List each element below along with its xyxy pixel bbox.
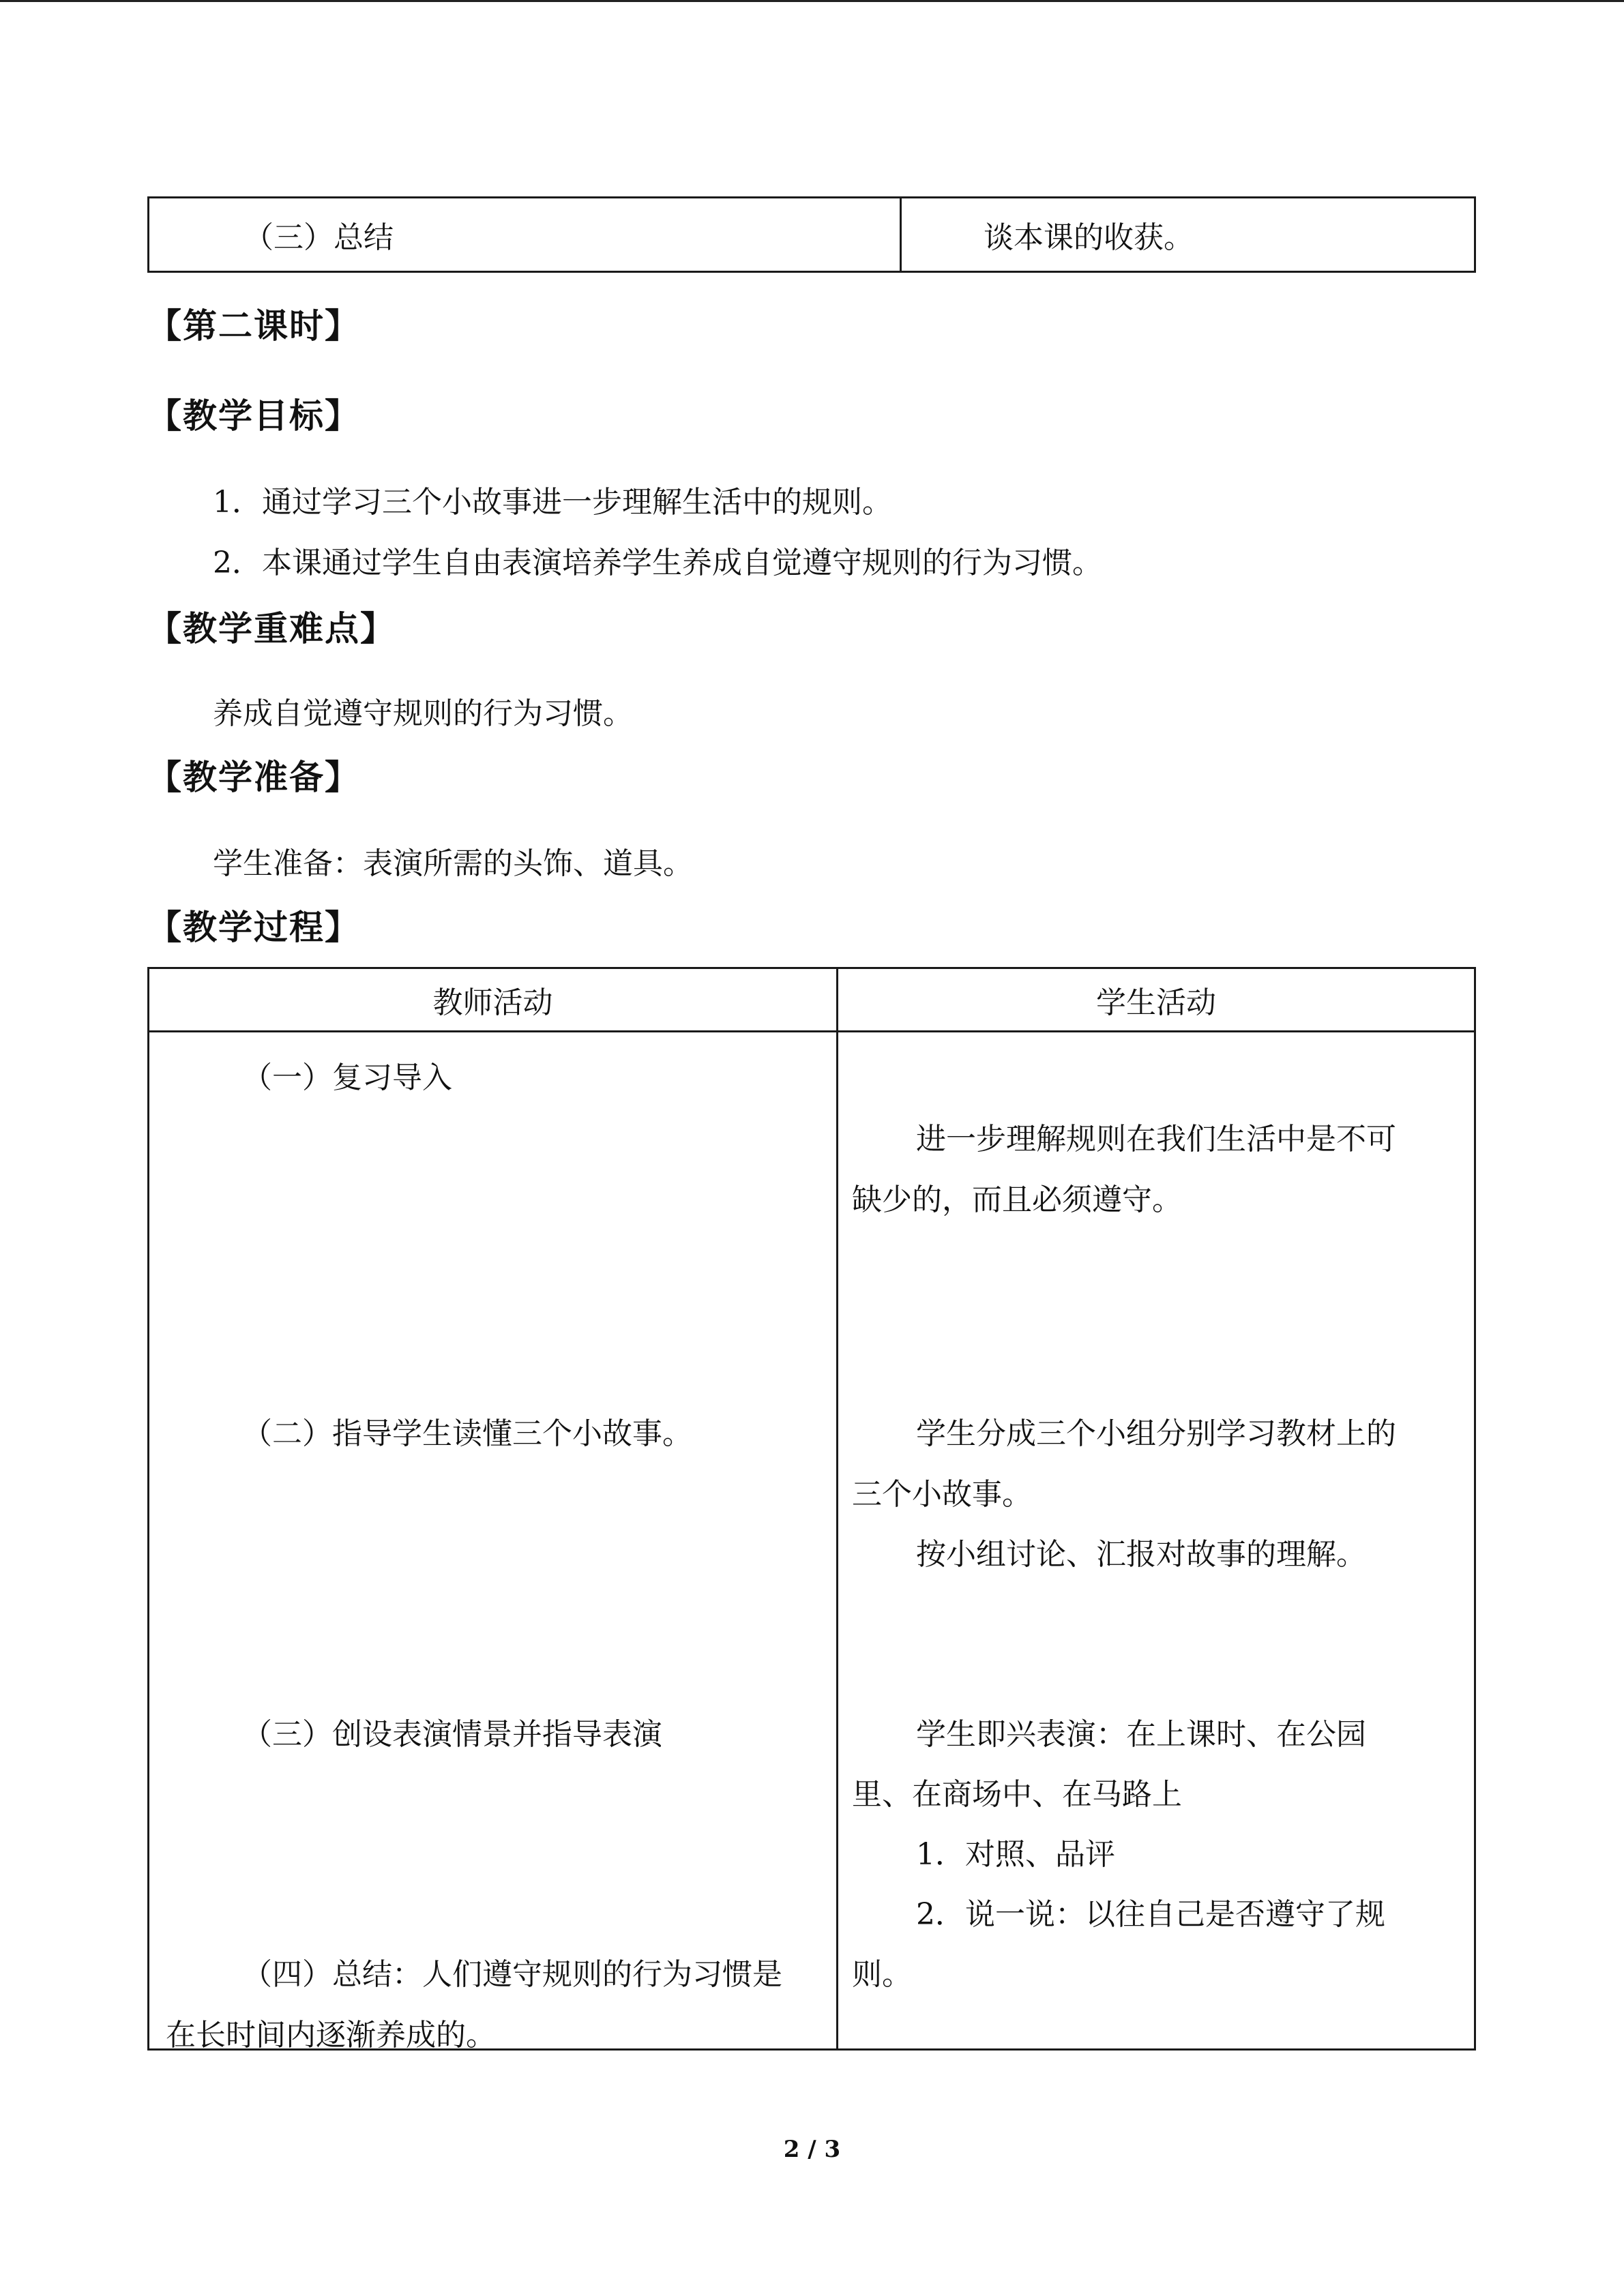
page-top-rule xyxy=(0,0,1624,2)
summary-left-cell: （三）总结 xyxy=(149,198,901,272)
heading-keypoints: 【教学重难点】 xyxy=(147,609,396,648)
goal-item-1: 1．通过学习三个小故事进一步理解生活中的规则。 xyxy=(213,485,892,520)
keypoints-text: 养成自觉遵守规则的行为习惯。 xyxy=(213,696,633,731)
student-item-3-line1: 学生即兴表演：在上课时、在公园 xyxy=(916,1717,1366,1752)
teacher-step-2: （二）指导学生读懂三个小故事。 xyxy=(242,1416,692,1451)
table-header-row xyxy=(149,968,1475,1032)
student-activity-cell xyxy=(838,1032,1475,2050)
student-item-3-line4: 2．说一说：以往自己是否遵守了规 xyxy=(916,1897,1385,1932)
teacher-step-1: （一）复习导入 xyxy=(242,1060,452,1095)
student-item-3-line5: 则。 xyxy=(852,1957,912,1992)
student-item-2-line1: 学生分成三个小组分别学习教材上的 xyxy=(916,1416,1396,1451)
heading-goals: 【教学目标】 xyxy=(147,396,360,436)
summary-table xyxy=(147,196,1476,273)
teacher-activity-cell xyxy=(149,1032,838,2053)
student-item-3-line2: 里、在商场中、在马路上 xyxy=(852,1777,1182,1812)
page-number: 2 / 3 xyxy=(783,2136,841,2163)
heading-prep: 【教学准备】 xyxy=(147,758,360,797)
student-item-2-line2: 三个小故事。 xyxy=(852,1477,1032,1512)
header-student: 学生活动 xyxy=(838,968,1475,1032)
heading-lesson2: 【第二课时】 xyxy=(147,306,360,346)
teacher-step-4-line1: （四）总结：人们遵守规则的行为习惯是 xyxy=(242,1957,782,1992)
student-item-2-line3: 按小组讨论、汇报对故事的理解。 xyxy=(916,1537,1366,1572)
student-item-1-line2: 缺少的，而且必须遵守。 xyxy=(852,1182,1182,1217)
table-row xyxy=(149,198,1475,272)
goal-item-2: 2．本课通过学生自由表演培养学生养成自觉遵守规则的行为习惯。 xyxy=(213,546,1102,580)
process-table xyxy=(147,967,1476,2051)
teacher-step-3: （三）创设表演情景并指导表演 xyxy=(242,1717,662,1752)
teacher-step-4-line2: 在长时间内逐渐养成的。 xyxy=(166,2018,496,2053)
table-row xyxy=(149,1032,1475,2050)
student-item-1-line1: 进一步理解规则在我们生活中是不可 xyxy=(916,1122,1396,1157)
heading-process: 【教学过程】 xyxy=(147,908,360,947)
summary-right-cell: 谈本课的收获。 xyxy=(901,198,1475,272)
prep-text: 学生准备：表演所需的头饰、道具。 xyxy=(213,846,693,881)
header-teacher: 教师活动 xyxy=(149,968,838,1032)
student-item-3-line3: 1．对照、品评 xyxy=(916,1837,1115,1872)
